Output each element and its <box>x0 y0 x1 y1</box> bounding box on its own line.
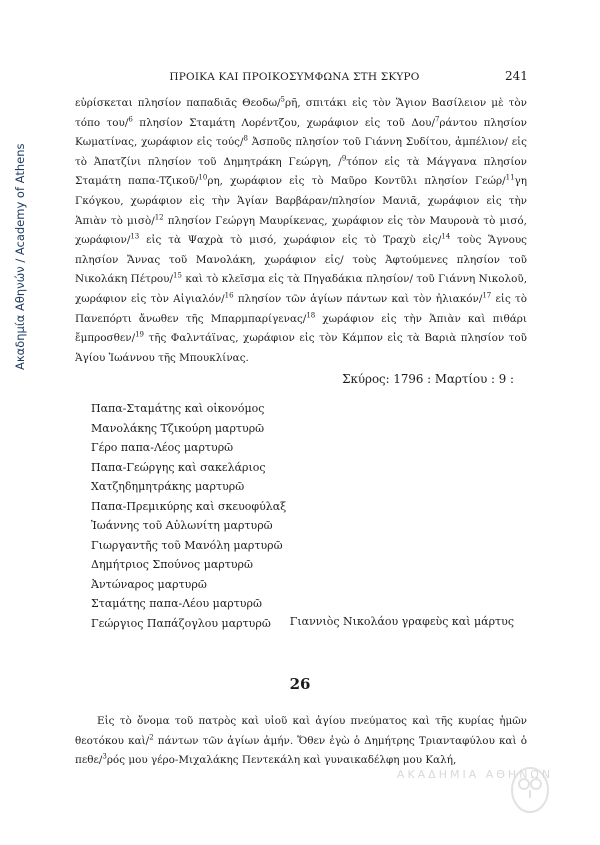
line-number-marker: 6 <box>128 115 133 124</box>
text-run: Ἀσποῦς πλησίον τοῦ Γιάννη Συδίτου, ἀμπέλιον/ εἰς τὸ Ἀπατζίνι πλησίον τοῦ Δημητράκη Γεώργη, / <box>75 136 527 168</box>
witness-entry: Δημήτριος Σπούνος μαρτυρῶ <box>91 558 253 571</box>
line-number-marker: 8 <box>243 134 248 143</box>
text-run: γη Γκόγκου, χωράφιον εἰς τὴν Ἁγίαν Βαρβάραν/πλησίον Μανιᾶ, χωράφιον εἰς τὴν Ἁπιὰν τὸ μισὸ/ <box>75 175 527 227</box>
text-run: Εἰς τὸ ὄνομα τοῦ πατρὸς καὶ υἱοῦ καὶ ἁγίου πνεύματος καὶ τῆς κυρίας ἡμῶν θεοτόκου καὶ/ <box>75 715 527 747</box>
line-number-marker: 7 <box>434 115 440 124</box>
witness-entry: Ἀντώναρος μαρτυρῶ <box>91 577 207 591</box>
line-number-marker: 17 <box>482 291 492 300</box>
text-run: πλησίον Σταμάτη Λορέντζου, χωράφιον εἰς τοῦ Δου/ <box>132 116 435 129</box>
side-archive-label <box>2 40 36 440</box>
line-number-marker: 13 <box>130 232 140 241</box>
text-run: ρῆ, σπιτάκι εἰς τὸν Ἅγιον Βασίλειον μὲ τὸν τόπο του/ <box>75 97 527 129</box>
text-run: εἰς τὰ Ψαχρὰ τὸ μισό, χωράφιον εἰς τὸ Τραχὺ εἰς/ <box>139 234 442 247</box>
line-number-marker: 11 <box>505 173 515 182</box>
text-run: ράντου πλησίον Κωματίνας, χωράφιον εἰς τούς/ <box>75 116 528 149</box>
witness-entry: Παπα-Γεώργης καὶ σακελάριος <box>91 460 266 474</box>
line-number-marker: 10 <box>198 173 208 182</box>
line-number-marker: 18 <box>306 311 316 320</box>
page-number: 241 <box>505 69 528 83</box>
academy-watermark <box>380 760 570 820</box>
line-number-marker: 15 <box>173 271 182 280</box>
text-run: τόπον εἰς τὰ Μάγγανα πλησίον Σταμάτη παπα-Τζικοῦ/ <box>75 155 527 188</box>
witness-entry: Μανολάκης Τζικούρη μαρτυρῶ <box>91 421 265 435</box>
text-run: πλησίον τῶν ἁγίων πάντων καὶ τὸν ἠλιακόν/ <box>233 292 483 305</box>
line-number-marker: 19 <box>135 330 144 339</box>
text-run: τοὺς Ἅγνους πλησίον Ἄννας τοῦ Μανολάκη, χωράφιον εἰς/ τοὺς Ἀφτούμενες πλησίον τοῦ Νικολάκη Πέτρου/ <box>75 234 527 286</box>
body-paragraph-1 <box>75 94 527 368</box>
text-run: πάντων τῶν ἁγίων ἀμήν. Ὅθεν ἐγὼ ὁ Δημήτρης Τριανταφύλου καὶ ὁ πεθε/ <box>75 734 527 767</box>
line-number-marker: 16 <box>224 291 234 300</box>
witness-entry: Γεώργιος Παπάζογλου μαρτυρῶ <box>91 616 271 630</box>
text-run: πλησίον Γεώργη Μαυρίκενας, χωράφιον εἰς τὸν Μαυρονὰ τὸ μισό, χωράφιον/ <box>75 214 527 247</box>
running-head: ΠΡΟΙΚΑ ΚΑΙ ΠΡΟΙΚΟΣΥΜΦΩΝΑ ΣΤΗ ΣΚΥΡΟ <box>169 71 420 83</box>
dateline: Σκύρος: 1796 : Μαρτίου : 9 : <box>342 372 514 386</box>
text-run: καὶ τὸ κλεῖσμα εἰς τὰ Πηγαδάκια πλησίον/ τοῦ Γιάννη Νικολοῦ, χωράφιον εἰς τὸν Αἰγιαλόν/ <box>75 273 527 305</box>
line-number-marker: 12 <box>154 213 164 222</box>
witness-entry: Γιωργαντῆς τοῦ Μανόλη μαρτυρῶ <box>91 538 283 552</box>
document-number: 26 <box>289 675 311 693</box>
witness-entry: Παπα-Πρεμικύρης καὶ σκευοφύλαξ <box>91 499 287 513</box>
witness-entry: Παπα-Σταμάτης καὶ οἰκονόμος <box>91 402 265 415</box>
text-run: χωράφιον εἰς τὴν Ἁπιὰν καὶ πιθάρι ἔμπροσθεν/ <box>75 312 527 345</box>
side-archive-label-text: Ακαδημία Αθηνών / Academy of Athens <box>13 143 27 370</box>
witness-entry: Ἰωάννης τοῦ Αὐλωνίτη μαρτυρῶ <box>91 519 273 532</box>
line-number-marker: 3 <box>102 752 107 761</box>
text-run: εὑρίσκεται πλησίον παπαδιᾶς Θεοδω/ <box>75 97 281 109</box>
line-number-marker: 2 <box>149 733 154 742</box>
line-number-marker: 5 <box>280 95 286 104</box>
scribe-signature-line: Γιαννιὸς Νικολάου γραφεὺς καὶ μάρτυς <box>289 615 514 628</box>
text-run: εἰς τὸ Πανεπόρτι ἄνωθεν τῆς Μπαρμπαρίγενας/ <box>75 292 528 325</box>
witness-entry: Χατζηδημητράκης μαρτυρῶ <box>91 480 245 493</box>
text-run: ρός μου γέρο-Μιχαλάκης Πεντεκάλη καὶ γυναικαδέλφη μου Καλή, <box>106 754 457 767</box>
witness-entry: Γέρο παπα-Λέος μαρτυρῶ <box>91 441 234 454</box>
line-number-marker: 9 <box>341 154 347 163</box>
line-number-marker: 14 <box>441 232 451 241</box>
text-run: ρη, χωράφιον εἰς τὸ Μαῦρο Κοντῦλι πλησίον Γεώρ/ <box>207 175 506 188</box>
text-run: τῆς Φαλντάϊνας, χωράφιον εἰς τὸν Κάμπον εἰς τὰ Βαριὰ πλησίον τοῦ Ἁγίου Ἰωάννου τῆς Μπουκλίνας. <box>75 332 527 364</box>
witness-entry: Σταμάτης παπα-Λέου μαρτυρῶ <box>91 597 262 610</box>
watermark-text: ΑΚΑΔΗΜΙΑ ΑΘΗΝΩΝ <box>396 768 554 781</box>
witness-list <box>91 399 286 633</box>
